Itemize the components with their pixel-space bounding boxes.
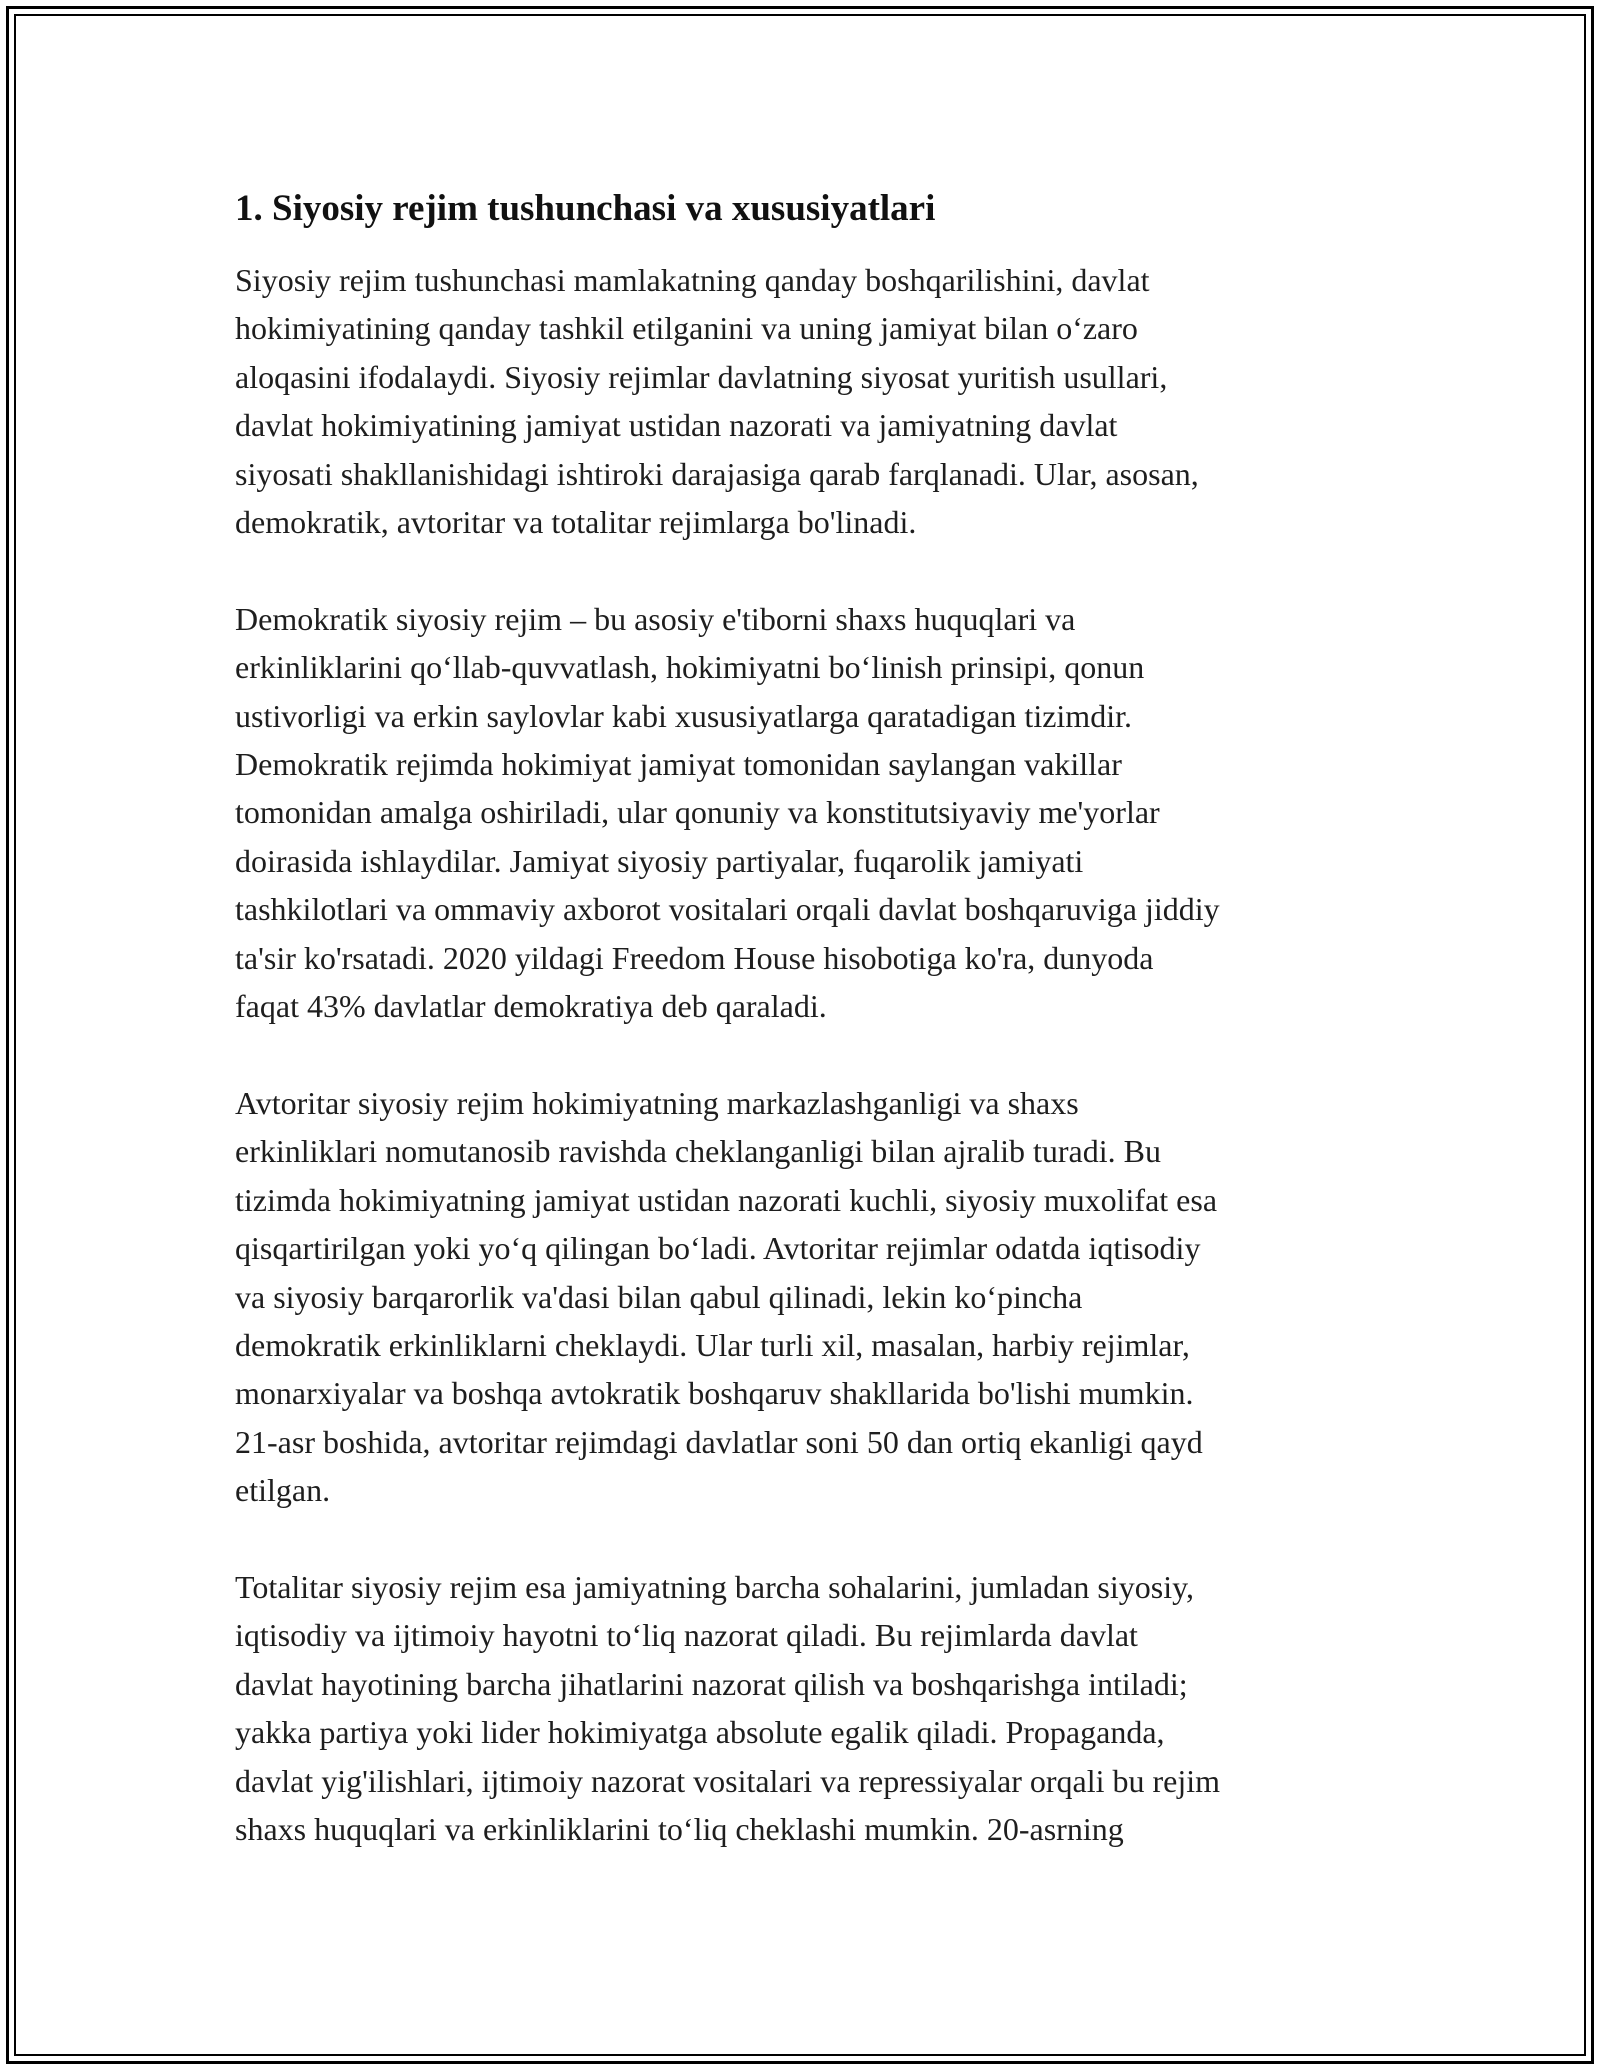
section-heading: 1. Siyosiy rejim tushunchasi va xususiyatlari [235, 188, 936, 229]
paragraph-totalitarian: Totalitar siyosiy rejim esa jamiyatning barcha sohalarini, jumladan siyosiy, iqtisodiy va ijtimoiy hayotni to‘liq nazorat qiladi. Bu rejimlarda davlat davlat hayotining barcha jihatlarini nazorat qilish va boshqarishga intiladi; yakka partiya yoki lider hokimiyatga absolute egalik qiladi. Propaganda, davlat yig'ilishlari, ijtimoiy nazorat vositalari va repressiyalar orqali bu rejim shaxs huquqlari va erkinliklarini to‘liq cheklashi mumkin. 20-asrning [235, 1568, 1221, 1847]
paragraph-intro: Siyosiy rejim tushunchasi mamlakatning qanday boshqarilishini, davlat hokimiyatining qanday tashkil etilganini va uning jamiyat bilan o‘zaro aloqasini ifodalaydi. Siyosiy rejimlar davlatning siyosat yuritish usullari, davlat hokimiyatining jamiyat ustidan nazorati va jamiyatning davlat siyosati shakllanishidagi ishtiroki darajasiga qarab farqlanadi. Ular, asosan, demokratik, avtoritar va totalitar rejimlarga bo'linadi. [235, 262, 1199, 541]
document-body [235, 186, 1380, 1902]
paragraph-authoritarian: Avtoritar siyosiy rejim hokimiyatning markazlashganligi va shaxs erkinliklari nomutanosib ravishda cheklanganligi bilan ajralib turadi. Bu tizimda hokimiyatning jamiyat ustidan nazorati kuchli, siyosiy muxolifat esa qisqartirilgan yoki yo‘q qilingan bo‘ladi. Avtoritar rejimlar odatda iqtisodiy va siyosiy barqarorlik va'dasi bilan qabul qilinadi, lekin ko‘pincha demokratik erkinliklarni cheklaydi. Ular turli xil, masalan, harbiy rejimlar, monarxiyalar va boshqa avtokratik boshqaruv shakllarida bo'lishi mumkin. 21-asr boshida, avtoritar rejimdagi davlatlar soni 50 dan ortiq ekanligi qayd etilgan. [235, 1084, 1218, 1509]
paragraph-democratic: Demokratik siyosiy rejim – bu asosiy e'tiborni shaxs huquqlari va erkinliklarini qo‘llab-quvvatlash, hokimiyatni bo‘linish prinsipi, qonun ustivorligi va erkin saylovlar kabi xususiyatlarga qaratadigan tizimdir. Demokratik rejimda hokimiyat jamiyat tomonidan saylangan vakillar tomonidan amalga oshiriladi, ular qonuniy va konstitutsiyaviy me'yorlar doirasida ishlaydilar. Jamiyat siyosiy partiyalar, fuqarolik jamiyati tashkilotlari va ommaviy axborot vositalari orqali davlat boshqaruviga jiddiy ta'sir ko'rsatadi. 2020 yildagi Freedom House hisobotiga ko'ra, dunyoda faqat 43% davlatlar demokratiya deb qaraladi. [235, 600, 1220, 1025]
